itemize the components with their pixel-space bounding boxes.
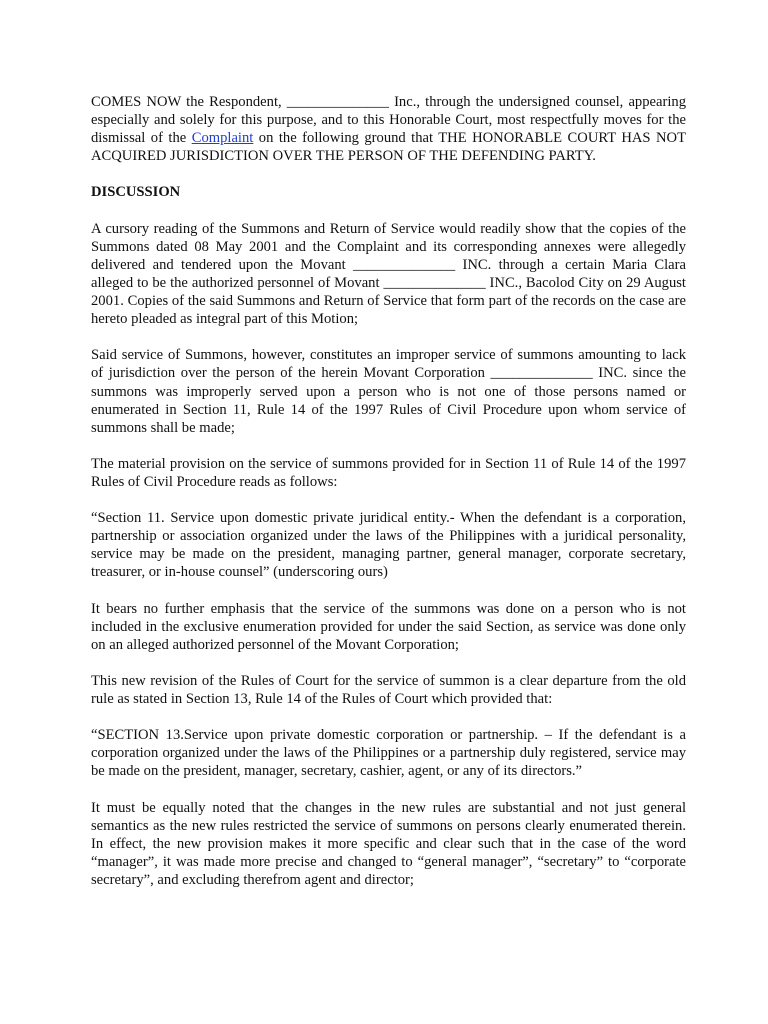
complaint-link[interactable]: Complaint (191, 130, 254, 147)
intro-paragraph (91, 93, 686, 165)
document-page (91, 93, 686, 907)
paragraph-new-revision: This new revision of the Rules of Court for the service of summon is a clear departure from the old rule as stated in Section 13, Rule 14 of the Rules of Court which provided that: (91, 673, 686, 708)
paragraph-no-further-emphasis: It bears no further emphasis that the service of the summons was done on a person who is not included in the exclusive enumeration provided for under the said Section, as service was done only on an alleged authorized personnel of the Movant Corporation; (91, 600, 686, 653)
paragraph-substantial-changes: It must be equally noted that the changes in the new rules are substantial and not just general semantics as the new rules restricted the service of summons on persons clearly enumerated therein. In effect, the new provision makes it more specific and clear such that in the case of the word “manager”, it was made more precise and changed to “general manager”, “secretary” to “corporate secretary”, and excluding therefrom agent and director; (91, 799, 686, 889)
quote-section-13: “SECTION 13.Service upon private domestic corporation or partnership. – If the defendant is a corporation organized under the laws of the Philippines or a partnership duly registered, service may be made on the president, manager, secretary, cashier, agent, or any of its directors.” (91, 727, 686, 780)
intro-text-before-link: COMES NOW the Respondent, ______________ Inc., through the undersigned counsel, appearing especially and solely for this purpose, and to this Honorable Court, most respectfully moves for the dismissal of the (91, 94, 686, 147)
paragraph-material-provision: The material provision on the service of summons provided for in Section 11 of Rule 14 of the 1997 Rules of Civil Procedure reads as follows: (91, 455, 686, 490)
discussion-heading: DISCUSSION (91, 184, 181, 201)
paragraph-improper-service: Said service of Summons, however, constitutes an improper service of summons amounting to lack of jurisdiction over the person of the herein Movant Corporation ______________ INC. since the summons was improperly served upon a person who is not one of those persons named or enumerated in Section 11, Rule 14 of the 1997 Rules of Civil Procedure upon whom service of summons shall be made; (91, 347, 686, 436)
paragraph-service-facts: A cursory reading of the Summons and Return of Service would readily show that the copies of the Summons dated 08 May 2001 and the Complaint and its corresponding annexes were allegedly delivered and tendered upon the Movant ______________ INC. through a certain Maria Clara alleged to be the authorized personnel of Movant ______________ INC., Bacolod City on 29 August 2001. Copies of the said Summons and Return of Service that form part of the records on the case are hereto pleaded as integral part of this Motion; (91, 220, 686, 328)
intro-text-after-link: on the following ground that THE HONORABLE COURT HAS NOT ACQUIRED JURISDICTION OVER THE PERSON OF THE DEFENDING PARTY. (91, 130, 686, 165)
quote-section-11: “Section 11. Service upon domestic private juridical entity.- When the defendant is a corporation, partnership or association organized under the laws of the Philippines with a juridical personality, service may be made on the president, managing partner, general manager, corporate secretary, treasurer, or in-house counsel” (underscoring ours) (91, 510, 686, 581)
